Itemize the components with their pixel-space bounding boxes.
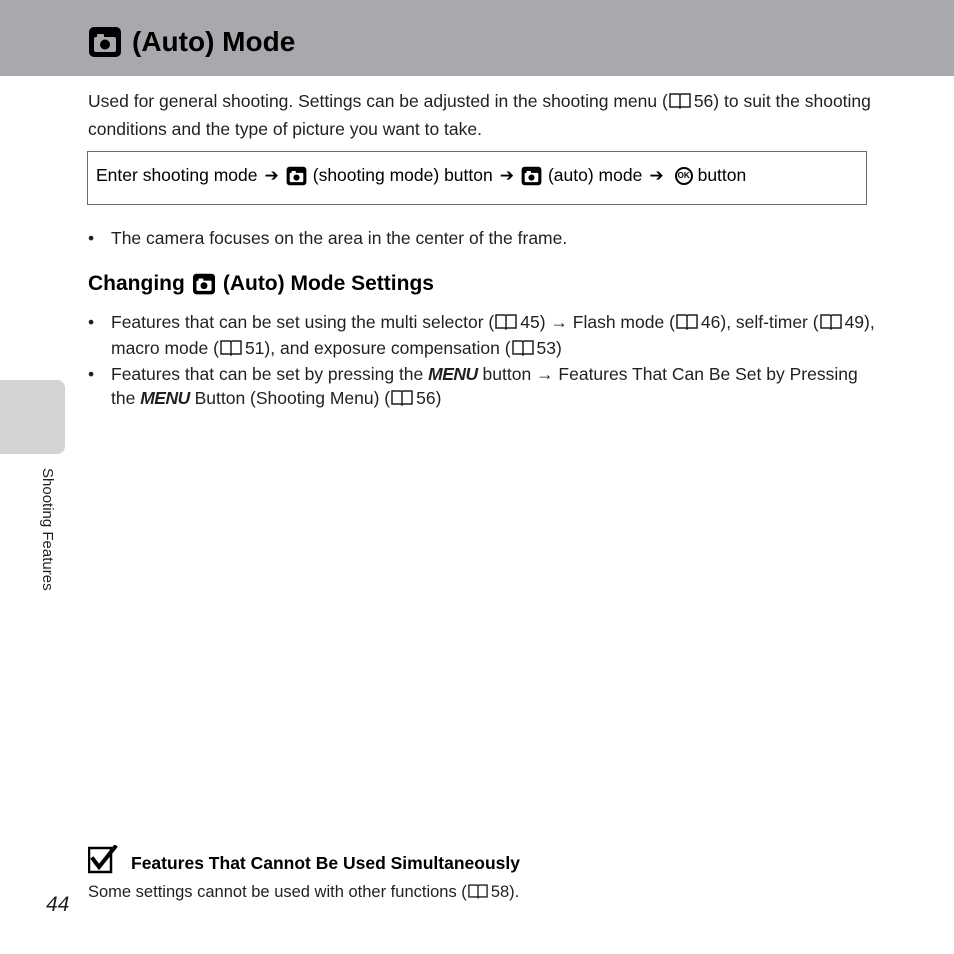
text: ), self-timer (: [720, 312, 819, 332]
arrow-right-icon: ➔: [264, 165, 279, 185]
intro-bullet-list: [88, 226, 868, 250]
text: ).: [509, 883, 520, 901]
camera-auto-icon: [286, 166, 307, 186]
book-reference-icon: [512, 338, 534, 362]
text: Features that can be set using the multi selector (: [111, 312, 495, 332]
chapter-side-label: [38, 468, 58, 628]
chapter-side-label-text: Shooting Features: [39, 468, 56, 591]
navigation-path: [96, 165, 746, 186]
camera-auto-icon: [192, 273, 216, 295]
note-text: [88, 883, 519, 904]
intro-text-part: Used for general shooting. Settings can be adjusted in the shooting menu (: [88, 91, 668, 111]
text: ), and exposure compensation (: [264, 338, 511, 358]
page-reference[interactable]: 46: [700, 312, 721, 332]
page-reference[interactable]: 56: [693, 91, 714, 111]
section-heading-text: Changing: [88, 272, 185, 295]
list-item: [88, 310, 878, 362]
text: Features that can be set by pressing the: [111, 364, 429, 384]
section-heading-text: (Auto) Mode Settings: [222, 272, 434, 295]
note-title: Features That Cannot Be Used Simultaneously: [131, 853, 520, 873]
camera-auto-icon: [521, 166, 542, 186]
menu-button-glyph: MENU: [140, 388, 190, 408]
intro-paragraph: [88, 88, 878, 142]
book-reference-icon: [391, 388, 413, 412]
text: Button (Shooting Menu) (: [189, 388, 391, 408]
list-item: [88, 362, 878, 412]
text: ), macro mode (: [111, 312, 875, 358]
nav-step: (auto) mode: [547, 165, 643, 185]
ok-label: OK: [677, 170, 690, 180]
page-reference[interactable]: 56: [416, 388, 436, 408]
page-reference[interactable]: 51: [244, 338, 265, 358]
text: button → Features That Can Be Set by Pressing the: [111, 364, 858, 408]
page-reference[interactable]: 53: [536, 338, 557, 358]
arrow-right-icon: ➔: [499, 165, 514, 185]
page-reference[interactable]: 58: [490, 883, 510, 901]
chapter-tab: [0, 380, 65, 454]
ok-button-icon: [675, 167, 693, 185]
menu-button-glyph: MENU: [428, 364, 478, 384]
book-reference-icon: [495, 312, 517, 336]
text: ): [435, 388, 442, 408]
checkmark-note-icon: [88, 845, 118, 875]
nav-step: (shooting mode) button: [312, 165, 493, 185]
book-reference-icon: [669, 90, 691, 116]
page-number: 44: [46, 893, 70, 916]
page-title: [88, 22, 295, 62]
book-reference-icon: [820, 312, 842, 336]
text: ) → Flash mode (: [539, 312, 675, 332]
nav-step: button: [697, 165, 747, 185]
navigation-path-box: [87, 151, 867, 205]
intro-text-part: ) to suit the shooting conditions and the type of picture you want to take.: [88, 91, 871, 139]
text: Some settings cannot be used with other functions (: [88, 883, 467, 901]
camera-auto-icon: [88, 26, 122, 58]
page-reference[interactable]: 45: [520, 312, 540, 332]
settings-bullet-list: [88, 310, 878, 412]
book-reference-icon: [676, 312, 698, 336]
book-reference-icon: [220, 338, 242, 362]
page-reference[interactable]: 49: [844, 312, 865, 332]
list-item: • The camera focuses on the area in the center of the frame.: [88, 226, 868, 250]
book-reference-icon: [468, 883, 488, 904]
nav-step: Enter shooting mode: [96, 165, 258, 185]
arrow-right-icon: ➔: [649, 165, 664, 185]
text: ): [556, 338, 562, 358]
section-heading: [88, 272, 434, 296]
page-title-text: (Auto) Mode: [132, 26, 296, 57]
